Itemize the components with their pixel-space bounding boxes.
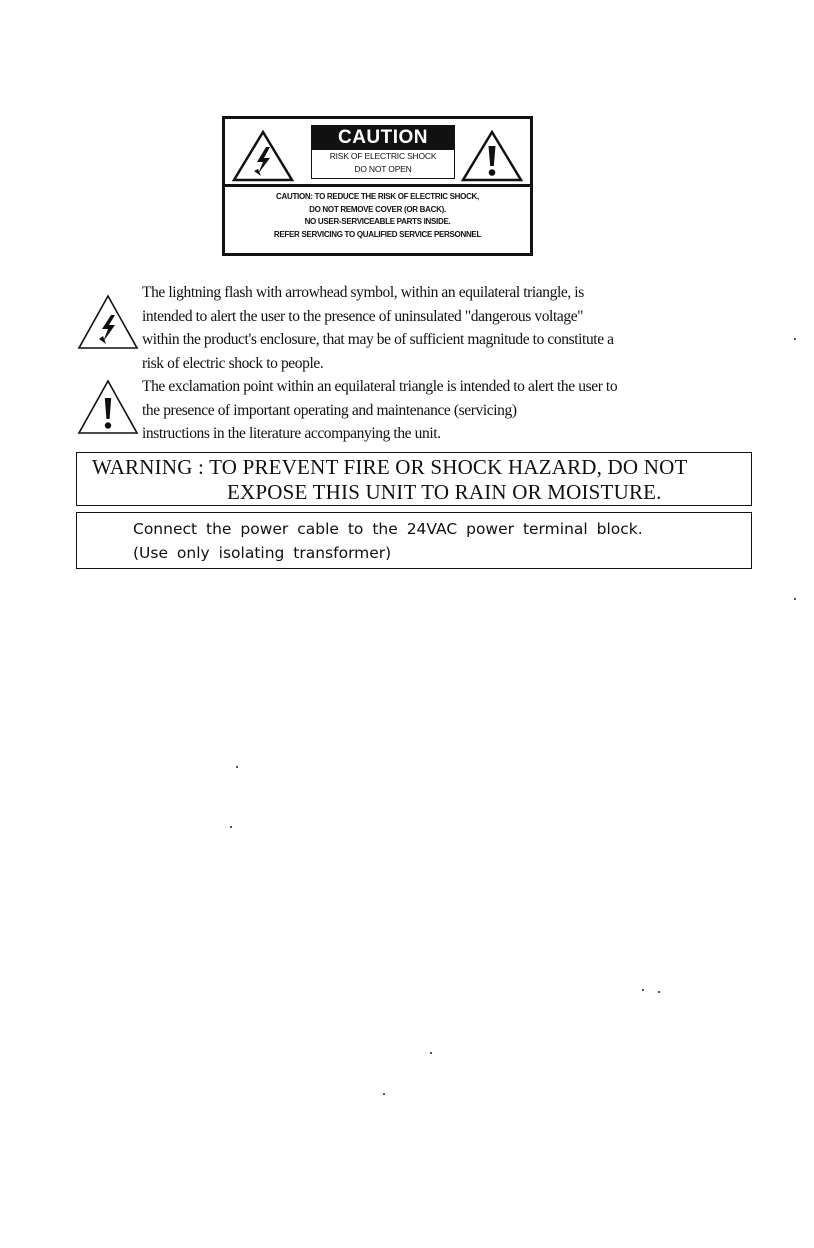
exclamation-symbol-explanation <box>142 375 617 446</box>
caution-note: NO USER-SERVICEABLE PARTS INSIDE. <box>304 217 451 226</box>
paragraph-line: the presence of important operating and maintenance (servicing) <box>142 401 517 419</box>
caution-center-box <box>311 125 455 179</box>
scan-speck <box>430 1052 432 1054</box>
scan-speck <box>236 766 238 768</box>
lightning-symbol-explanation <box>142 281 614 375</box>
paragraph-line: The exclamation point within an equilateral triangle is intended to alert the user to <box>142 378 618 395</box>
caution-note: CAUTION: TO REDUCE THE RISK OF ELECTRIC SHOCK, <box>276 192 479 201</box>
caution-open-line: DO NOT OPEN <box>354 164 412 174</box>
warning-box <box>76 452 752 506</box>
caution-label-header <box>225 119 530 187</box>
exclamation-triangle-icon <box>76 378 140 436</box>
power-note-box <box>76 512 752 569</box>
paragraph-line: within the product's enclosure, that may be of sufficient magnitude to constitute a <box>142 331 614 349</box>
scan-speck <box>642 989 644 991</box>
scan-speck <box>794 598 796 600</box>
scan-speck <box>230 826 232 828</box>
exclamation-triangle-icon <box>460 129 524 183</box>
caution-note: REFER SERVICING TO QUALIFIED SERVICE PERSONNEL <box>273 229 482 239</box>
paragraph-line: instructions in the literature accompanying the unit. <box>142 425 441 443</box>
paragraph-line: risk of electric shock to people. <box>142 354 324 372</box>
scan-speck <box>383 1093 385 1095</box>
caution-notes <box>225 191 530 241</box>
lightning-triangle-icon <box>76 293 140 351</box>
caution-note: DO NOT REMOVE COVER (OR BACK). <box>309 204 446 214</box>
caution-title: CAUTION <box>312 126 454 150</box>
warning-line: EXPOSE THIS UNIT TO RAIN OR MOISTURE. <box>227 480 662 504</box>
power-note-line: Connect the power cable to the 24VAC power terminal block. <box>133 520 643 538</box>
warning-line: WARNING : TO PREVENT FIRE OR SHOCK HAZARD, DO NOT <box>92 455 688 479</box>
caution-label <box>222 116 533 256</box>
lightning-triangle-icon <box>231 129 295 183</box>
paragraph-line: The lightning flash with arrowhead symbol, within an equilateral triangle, is <box>142 284 584 301</box>
paragraph-line: intended to alert the user to the presence of uninsulated "dangerous voltage" <box>142 307 584 325</box>
scan-speck <box>658 991 660 993</box>
power-note-line: (Use only isolating transformer) <box>133 544 392 562</box>
caution-risk-line: RISK OF ELECTRIC SHOCK <box>329 151 437 161</box>
scan-speck <box>794 338 796 340</box>
